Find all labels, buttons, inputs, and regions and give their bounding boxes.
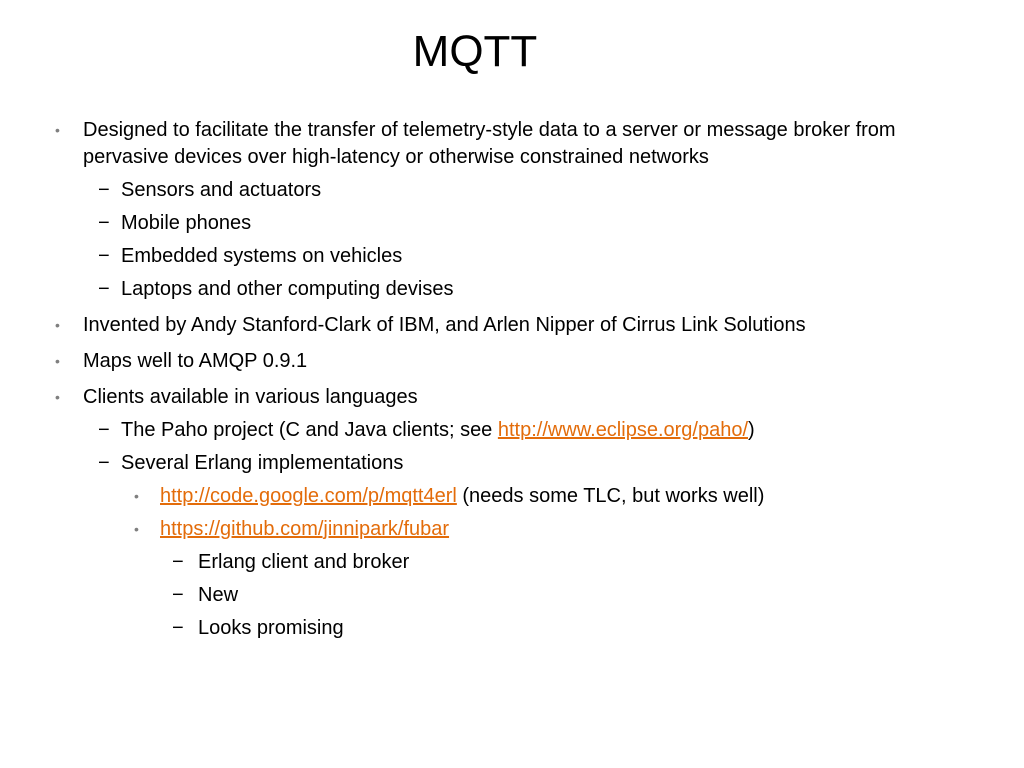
dash-icon: − <box>98 212 110 234</box>
dash-icon: − <box>98 278 110 300</box>
bullet-text: Designed to facilitate the transfer of telemetry-style data to a server or message broker from pervasive devices over high-latency or otherwise constrained networks <box>83 119 896 168</box>
sub-item <box>0 177 1000 204</box>
dash-icon: − <box>98 245 110 267</box>
bullet-text: Maps well to AMQP 0.9.1 <box>83 350 308 372</box>
bullet-icon: • <box>55 317 60 333</box>
sub-item-text: Laptops and other computing devises <box>121 278 454 300</box>
bullet-icon: • <box>55 353 60 369</box>
mqtt4erl-link[interactable]: http://code.google.com/p/mqtt4erl <box>160 485 457 507</box>
bullet-icon: • <box>55 122 60 138</box>
fubar-detail <box>0 549 1000 576</box>
sub-item-text: Embedded systems on vehicles <box>121 245 403 267</box>
bullet-item-telemetry <box>0 117 1000 171</box>
slide-title: MQTT <box>412 27 538 76</box>
sub-item-text: Sensors and actuators <box>121 179 322 201</box>
sub-item <box>0 276 1000 303</box>
bullet-item-inventors <box>0 312 1000 339</box>
bullet-icon: • <box>134 488 139 504</box>
dash-icon: − <box>172 551 184 573</box>
sub-item-paho <box>0 417 1000 444</box>
sub-item-text: ) <box>748 419 755 441</box>
fubar-link[interactable]: https://github.com/jinnipark/fubar <box>160 518 450 540</box>
fubar-detail-text: Looks promising <box>198 617 344 639</box>
fubar-detail-text: New <box>198 584 239 606</box>
bullet-item-amqp <box>0 348 1000 375</box>
sub-bullet-text: (needs some TLC, but works well) <box>456 485 765 507</box>
bullet-list <box>0 108 1000 642</box>
bullet-icon: • <box>55 389 60 405</box>
sub-item-erlang <box>0 450 1000 477</box>
dash-icon: − <box>172 584 184 606</box>
sub-bullet-fubar <box>0 516 1000 543</box>
sub-item-text: The Paho project (C and Java clients; see <box>121 419 498 441</box>
bullet-text: Invented by Andy Stanford-Clark of IBM, and Arlen Nipper of Cirrus Link Solutions <box>83 314 806 336</box>
sub-item-text: Several Erlang implementations <box>121 452 404 474</box>
fubar-detail-text: Erlang client and broker <box>198 551 410 573</box>
paho-link[interactable]: http://www.eclipse.org/paho/ <box>497 419 749 441</box>
sub-item-text: Mobile phones <box>121 212 252 234</box>
bullet-text: Clients available in various languages <box>83 386 418 408</box>
dash-icon: − <box>172 617 184 639</box>
dash-icon: − <box>98 179 110 201</box>
dash-icon: − <box>98 419 110 441</box>
bullet-icon: • <box>134 521 139 537</box>
sub-item <box>0 243 1000 270</box>
fubar-detail <box>0 615 1000 642</box>
sub-bullet-mqtt4erl <box>0 483 1000 510</box>
sub-item <box>0 210 1000 237</box>
fubar-detail <box>0 582 1000 609</box>
dash-icon: − <box>98 452 110 474</box>
bullet-item-clients <box>0 384 1000 411</box>
